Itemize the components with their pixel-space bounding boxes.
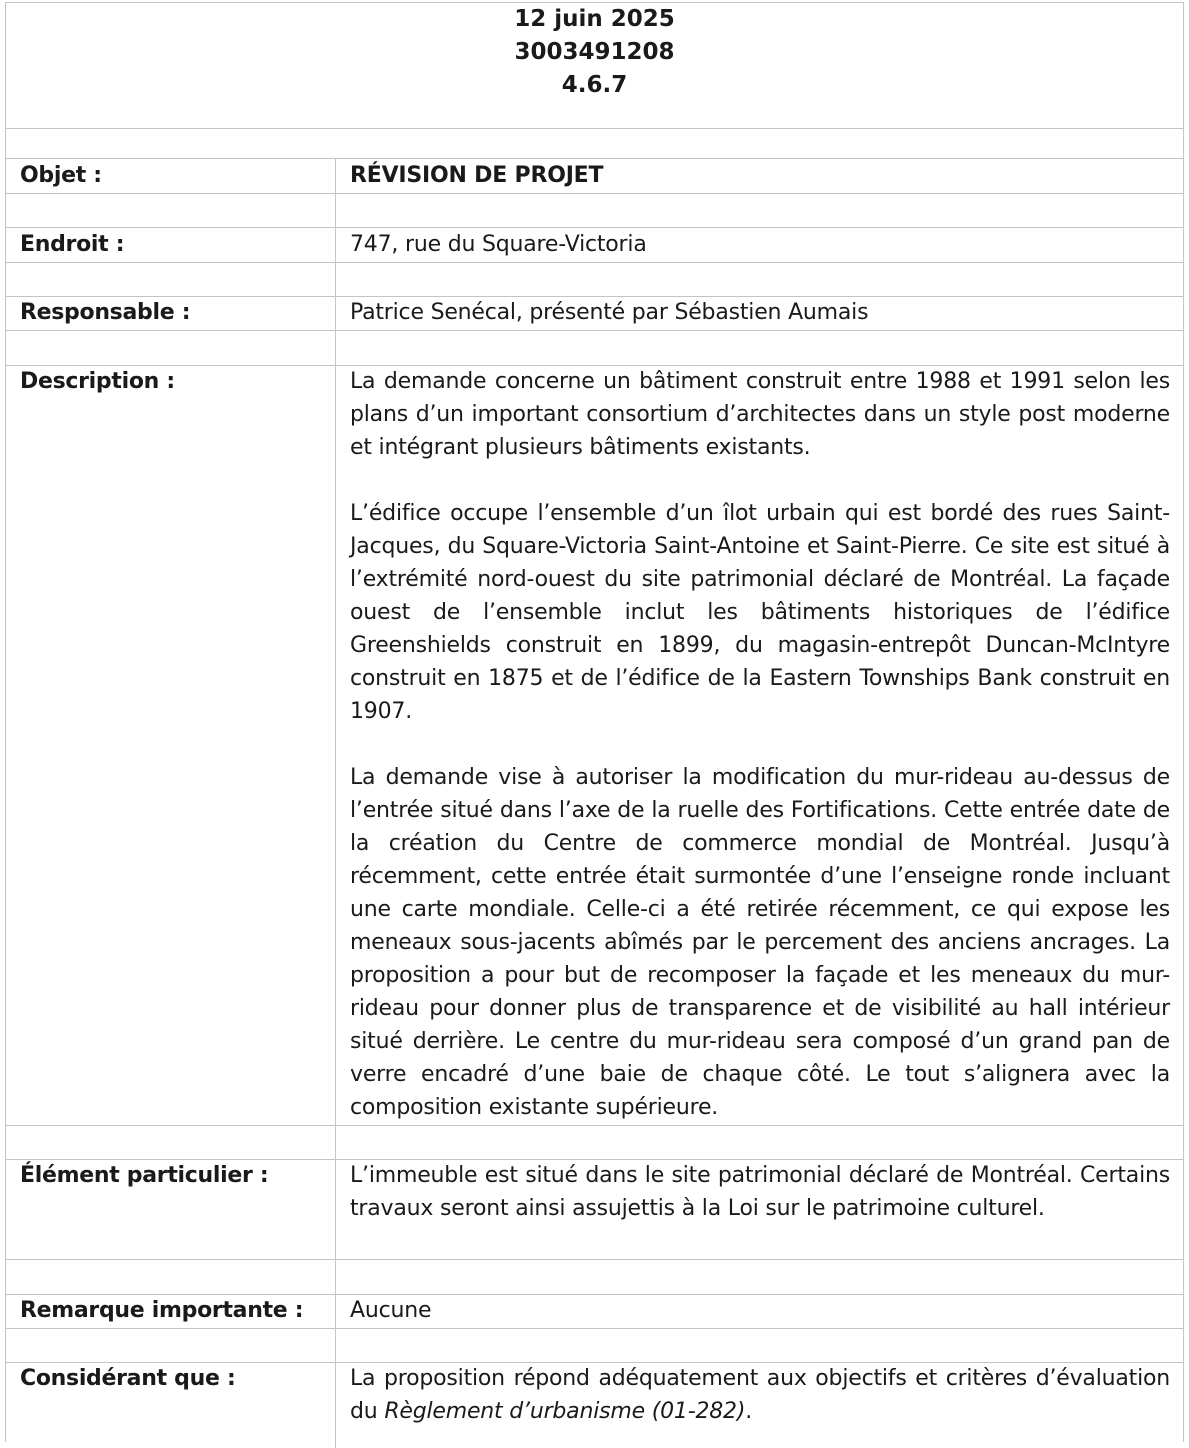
row-divider	[6, 262, 1183, 263]
row-divider	[6, 193, 1183, 194]
reglement-reference: Règlement d’urbanisme (01-282)	[384, 1399, 746, 1424]
item-number: 4.6.7	[561, 72, 628, 98]
file-number: 3003491208	[514, 39, 675, 65]
objet-value: RÉVISION DE PROJET	[350, 163, 604, 188]
considerant-label: Considérant que :	[20, 1366, 236, 1391]
remarque-label: Remarque importante :	[20, 1298, 304, 1323]
description-label: Description :	[20, 369, 175, 394]
document-table	[5, 2, 1184, 1442]
description-paragraph: La demande vise à autoriser la modification du mur-rideau au-dessus de l’entrée situé dans l’axe de la ruelle des Fortifications. Cette entrée date de la création du Centre de commerce mondial de Montréal. Jusqu’à récemment, cette entrée était surmontée d’une l’enseigne ronde incluant une carte mondiale. Celle-ci a été retirée récemment, ce qui expose les meneaux sous-jacents abîmés par le percement des anciens ancrages. La proposition a pour but de recomposer la façade et les meneaux du mur-rideau pour donner plus de transparence et de visibilité au hall intérieur situé derrière. Le centre du mur-rideau sera composé d’un grand pan de verre encadré d’une baie de chaque côté. Le tout s’alignera avec la composition existante supérieure.	[350, 765, 1170, 1120]
endroit-label: Endroit :	[20, 232, 125, 257]
row-divider	[6, 1259, 1183, 1260]
column-divider	[335, 158, 336, 1448]
row-divider	[6, 1328, 1183, 1329]
considerant-value	[350, 1362, 1170, 1428]
responsable-value: Patrice Senécal, présenté par Sébastien Aumais	[350, 300, 869, 325]
considerant-text: La proposition répond adéquatement aux objectifs et critères d’évaluation du	[350, 1366, 1170, 1424]
endroit-value: 747, rue du Square-Victoria	[350, 232, 647, 257]
description-paragraph: L’édifice occupe l’ensemble d’un îlot urbain qui est bordé des rues Saint-Jacques, du Square-Victoria Saint-Antoine et Saint-Pierre. Ce site est situé à l’extrémité nord-ouest du site patrimonial déclaré de Montréal. La façade ouest de l’ensemble inclut les bâtiments historiques de l’édifice Greenshields construit en 1899, du magasin-entrepôt Duncan-McIntyre construit en 1875 et de l’édifice de la Eastern Townships Bank construit en 1907.	[350, 501, 1170, 724]
description-paragraph: La demande concerne un bâtiment construit entre 1988 et 1991 selon les plans d’un important consortium d’architectes dans un style post moderne et intégrant plusieurs bâtiments existants.	[350, 369, 1170, 460]
considerant-suffix: .	[745, 1399, 753, 1424]
remarque-value: Aucune	[350, 1298, 432, 1323]
objet-label: Objet :	[20, 163, 102, 188]
document-header	[6, 3, 1183, 129]
element-particulier-label: Élément particulier :	[20, 1163, 269, 1188]
row-divider	[6, 1125, 1183, 1126]
row-divider	[6, 330, 1183, 331]
meeting-date: 12 juin 2025	[514, 6, 675, 32]
description-value	[350, 365, 1170, 1124]
responsable-label: Responsable :	[20, 300, 191, 325]
element-particulier-value: L’immeuble est situé dans le site patrimonial déclaré de Montréal. Certains travaux seront ainsi assujettis à la Loi sur le patrimoine culturel.	[350, 1163, 1170, 1221]
